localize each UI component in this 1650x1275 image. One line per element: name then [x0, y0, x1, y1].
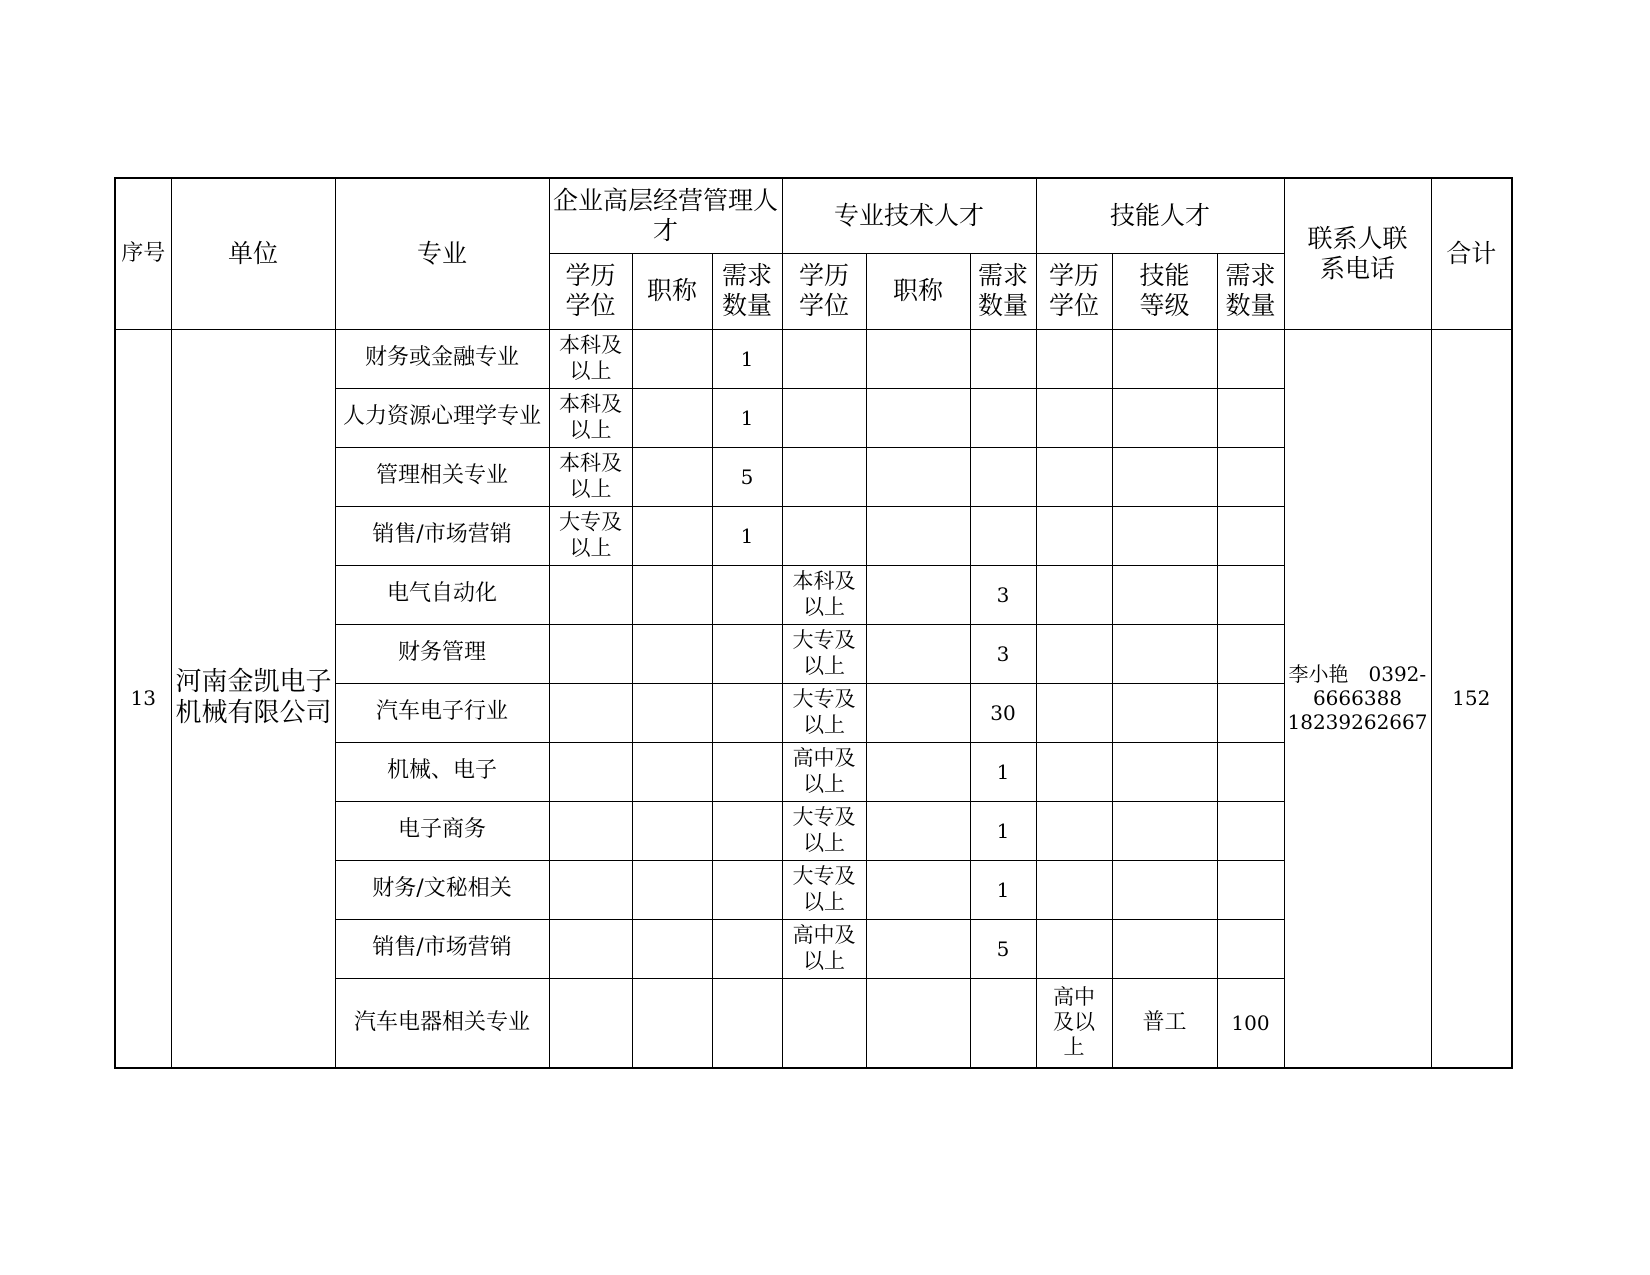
mgmt-quantity-cell — [712, 860, 782, 919]
skill-level-cell — [1112, 329, 1217, 388]
header-group-skill: 技能人才 — [1036, 178, 1284, 253]
major-cell: 汽车电子行业 — [335, 683, 549, 742]
skill-education-cell: 高中及以上 — [1036, 978, 1112, 1068]
header-total: 合计 — [1431, 178, 1512, 329]
tech-education-cell: 高中及以上 — [782, 919, 866, 978]
header-seq: 序号 — [115, 178, 171, 329]
mgmt-education-cell — [549, 919, 632, 978]
mgmt-quantity-cell: 1 — [712, 329, 782, 388]
skill-quantity-cell — [1217, 683, 1284, 742]
tech-quantity-cell — [970, 388, 1036, 447]
major-cell: 销售/市场营销 — [335, 919, 549, 978]
skill-education-cell — [1036, 329, 1112, 388]
tech-title-cell — [866, 860, 970, 919]
skill-level-cell — [1112, 919, 1217, 978]
mgmt-education-cell: 本科及以上 — [549, 329, 632, 388]
major-cell: 汽车电器相关专业 — [335, 978, 549, 1068]
mgmt-education-cell — [549, 801, 632, 860]
skill-quantity-cell — [1217, 506, 1284, 565]
mgmt-education-cell — [549, 683, 632, 742]
skill-education-cell — [1036, 388, 1112, 447]
skill-level-cell — [1112, 683, 1217, 742]
mgmt-title-cell — [632, 919, 712, 978]
major-cell: 人力资源心理学专业 — [335, 388, 549, 447]
mgmt-title-cell — [632, 683, 712, 742]
tech-quantity-cell — [970, 329, 1036, 388]
skill-quantity-cell — [1217, 801, 1284, 860]
seq-number: 13 — [115, 329, 171, 1068]
mgmt-education-cell — [549, 860, 632, 919]
tech-education-cell: 大专及以上 — [782, 801, 866, 860]
mgmt-title-cell — [632, 388, 712, 447]
skill-level-cell — [1112, 801, 1217, 860]
mgmt-education-cell — [549, 742, 632, 801]
mgmt-quantity-cell — [712, 742, 782, 801]
skill-level-cell — [1112, 860, 1217, 919]
tech-title-cell — [866, 919, 970, 978]
tech-quantity-cell: 5 — [970, 919, 1036, 978]
tech-title-cell — [866, 683, 970, 742]
skill-quantity-cell: 100 — [1217, 978, 1284, 1068]
mgmt-title-cell — [632, 742, 712, 801]
tech-education-cell — [782, 447, 866, 506]
mgmt-title-cell — [632, 447, 712, 506]
tech-education-cell: 大专及以上 — [782, 624, 866, 683]
tech-education-cell: 高中及以上 — [782, 742, 866, 801]
major-cell: 管理相关专业 — [335, 447, 549, 506]
tech-title-cell — [866, 506, 970, 565]
major-cell: 电气自动化 — [335, 565, 549, 624]
major-cell: 销售/市场营销 — [335, 506, 549, 565]
skill-quantity-cell — [1217, 742, 1284, 801]
skill-quantity-cell — [1217, 388, 1284, 447]
tech-quantity-cell — [970, 506, 1036, 565]
mgmt-quantity-cell — [712, 683, 782, 742]
mgmt-title-cell — [632, 329, 712, 388]
skill-education-cell — [1036, 683, 1112, 742]
skill-quantity-cell — [1217, 565, 1284, 624]
tech-quantity-cell — [970, 978, 1036, 1068]
skill-education-cell — [1036, 919, 1112, 978]
skill-level-cell: 普工 — [1112, 978, 1217, 1068]
contact-cell — [1284, 329, 1431, 1068]
skill-quantity-cell — [1217, 329, 1284, 388]
skill-quantity-cell — [1217, 624, 1284, 683]
skill-education-cell — [1036, 624, 1112, 683]
table-body — [115, 329, 1512, 1068]
total-count: 152 — [1431, 329, 1512, 1068]
mgmt-education-cell — [549, 624, 632, 683]
header-major: 专业 — [335, 178, 549, 329]
mgmt-education-cell: 大专及以上 — [549, 506, 632, 565]
mgmt-education-cell — [549, 978, 632, 1068]
skill-level-cell — [1112, 742, 1217, 801]
skill-education-cell — [1036, 742, 1112, 801]
skill-education-cell — [1036, 506, 1112, 565]
skill-education-cell — [1036, 565, 1112, 624]
mgmt-title-cell — [632, 506, 712, 565]
tech-education-cell: 大专及以上 — [782, 860, 866, 919]
mgmt-quantity-cell: 5 — [712, 447, 782, 506]
mgmt-quantity-cell: 1 — [712, 506, 782, 565]
mgmt-title-cell — [632, 860, 712, 919]
mgmt-title-cell — [632, 565, 712, 624]
skill-quantity-cell — [1217, 860, 1284, 919]
header-skill-education: 学历学位 — [1036, 253, 1112, 329]
mgmt-quantity-cell — [712, 565, 782, 624]
mgmt-quantity-cell — [712, 978, 782, 1068]
skill-education-cell — [1036, 801, 1112, 860]
tech-title-cell — [866, 388, 970, 447]
tech-education-cell — [782, 388, 866, 447]
major-cell: 机械、电子 — [335, 742, 549, 801]
header-tech-title: 职称 — [866, 253, 970, 329]
tech-education-cell: 本科及以上 — [782, 565, 866, 624]
tech-quantity-cell: 30 — [970, 683, 1036, 742]
header-group-management: 企业高层经营管理人才 — [549, 178, 782, 253]
mgmt-education-cell — [549, 565, 632, 624]
tech-quantity-cell: 1 — [970, 801, 1036, 860]
tech-title-cell — [866, 742, 970, 801]
tech-quantity-cell: 3 — [970, 565, 1036, 624]
tech-title-cell — [866, 978, 970, 1068]
skill-level-cell — [1112, 388, 1217, 447]
mgmt-quantity-cell — [712, 801, 782, 860]
tech-quantity-cell — [970, 447, 1036, 506]
contact-person: 李小艳 0392- — [1288, 662, 1427, 687]
skill-level-cell — [1112, 624, 1217, 683]
tech-quantity-cell: 3 — [970, 624, 1036, 683]
header-tech-education: 学历学位 — [782, 253, 866, 329]
major-cell: 财务或金融专业 — [335, 329, 549, 388]
header-tech-quantity: 需求数量 — [970, 253, 1036, 329]
header-unit: 单位 — [171, 178, 335, 329]
contact-phone-landline: 6666388 — [1312, 686, 1403, 711]
mgmt-education-cell: 本科及以上 — [549, 388, 632, 447]
tech-education-cell — [782, 978, 866, 1068]
mgmt-title-cell — [632, 624, 712, 683]
tech-education-cell — [782, 506, 866, 565]
mgmt-title-cell — [632, 801, 712, 860]
header-skill-level: 技能等级 — [1112, 253, 1217, 329]
tech-title-cell — [866, 565, 970, 624]
header-skill-quantity: 需求数量 — [1217, 253, 1284, 329]
tech-quantity-cell: 1 — [970, 860, 1036, 919]
header-group-technical: 专业技术人才 — [782, 178, 1036, 253]
tech-title-cell — [866, 801, 970, 860]
major-cell: 财务管理 — [335, 624, 549, 683]
skill-quantity-cell — [1217, 447, 1284, 506]
mgmt-quantity-cell — [712, 919, 782, 978]
major-cell: 电子商务 — [335, 801, 549, 860]
table-row — [115, 329, 1512, 388]
tech-title-cell — [866, 447, 970, 506]
company-name: 河南金凯电子机械有限公司 — [171, 329, 335, 1068]
header-mgmt-quantity: 需求数量 — [712, 253, 782, 329]
skill-quantity-cell — [1217, 919, 1284, 978]
mgmt-quantity-cell — [712, 624, 782, 683]
tech-education-cell — [782, 329, 866, 388]
skill-education-cell — [1036, 447, 1112, 506]
mgmt-quantity-cell: 1 — [712, 388, 782, 447]
mgmt-title-cell — [632, 978, 712, 1068]
skill-education-cell — [1036, 860, 1112, 919]
skill-level-cell — [1112, 565, 1217, 624]
mgmt-education-cell: 本科及以上 — [549, 447, 632, 506]
recruitment-table — [114, 177, 1513, 1069]
header-mgmt-education: 学历学位 — [549, 253, 632, 329]
header-contact: 联系人联系电话 — [1284, 178, 1431, 329]
tech-quantity-cell: 1 — [970, 742, 1036, 801]
header-mgmt-title: 职称 — [632, 253, 712, 329]
skill-level-cell — [1112, 447, 1217, 506]
tech-title-cell — [866, 624, 970, 683]
tech-education-cell: 大专及以上 — [782, 683, 866, 742]
major-cell: 财务/文秘相关 — [335, 860, 549, 919]
skill-level-cell — [1112, 506, 1217, 565]
contact-phone-mobile: 18239262667 — [1287, 710, 1428, 735]
tech-title-cell — [866, 329, 970, 388]
